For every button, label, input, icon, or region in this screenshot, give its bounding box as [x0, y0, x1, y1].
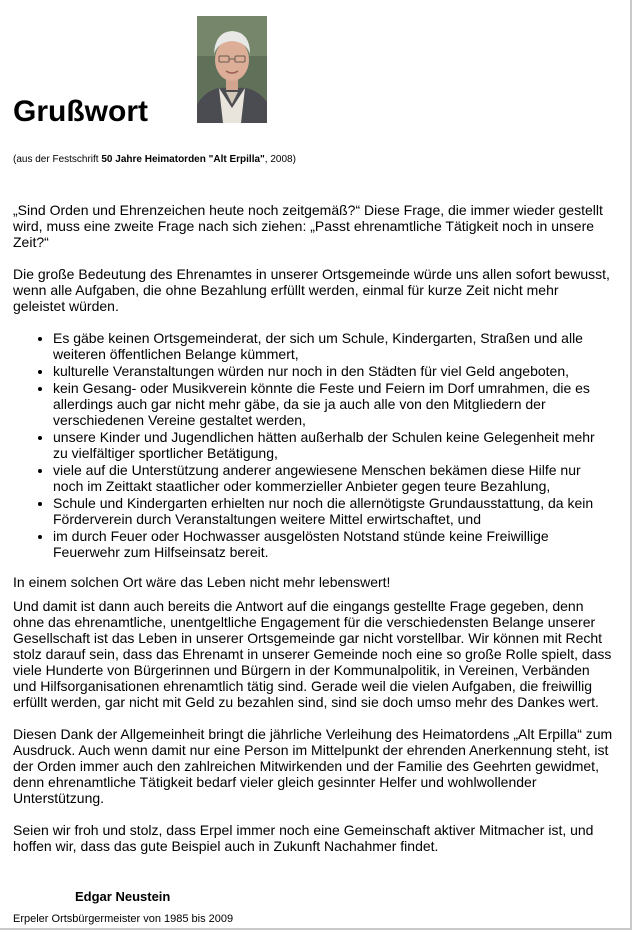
closing-paragraph: Seien wir froh und stolz, dass Erpel immer noch eine Gemeinschaft aktiver Mitmacher ist, und hoffen wir, dass das gute Beispiel auch in Zukunft Nachahmer findet.: [13, 822, 594, 854]
importance-paragraph: Die große Bedeutung des Ehrenamtes in unserer Ortsgemeinde würde uns allen sofort bewusst, wenn alle Aufgaben, die ohne Bezahlung erfüllt werden, einmal für kurze Zeit nicht mehr geleistet würden.: [13, 266, 610, 314]
portrait-drawing: [197, 16, 267, 123]
thanks-paragraph: Diesen Dank der Allgemeinheit bringt die jährliche Verleihung des Heimatordens „Alt Erpilla“ zum Ausdruck. Auch wenn damit nur eine Person im Mittelpunkt der ehrenden Anerkennung steht, ist der Orden immer auch den zahlreichen Mitwirkenden und der Familie des Geehrten gewidmet, denn ehrenamtliche Tätigkeit bedarf vieler gleich gesinnter Helfer und wohlwollender Unterstützung.: [13, 726, 613, 806]
source-note: [13, 153, 296, 167]
list-item: • unsere Kinder und Jugendlichen hätten außerhalb der Schulen keine Gelegenheit mehr zu vielfältiger sportlicher Betätigung,: [53, 429, 613, 461]
source-suffix: , 2008): [264, 154, 296, 165]
list-item: • kulturelle Veranstaltungen würden nur noch in den Städten für viel Geld angeboten,: [53, 363, 613, 379]
consequences-list: [13, 330, 613, 560]
list-item: • viele auf die Unterstützung anderer angewiesene Menschen bekämen diese Hilfe nur noch im Zeittakt staatlicher oder kommerzieller Anbieter gegen teure Bezahlung,: [53, 462, 613, 494]
list-item: • kein Gesang- oder Musikverein könnte die Feste und Feiern im Dorf umrahmen, die es allerdings auch gar nicht mehr gäbe, da sie ja auch alle von den Mitgliedern der verschiedenen Vereine gestaltet werden,: [53, 380, 613, 428]
author-role: Erpeler Ortsbürgermeister von 1985 bis 2009: [13, 913, 234, 925]
conclusion-sentence: In einem solchen Ort wäre das Leben nicht mehr lebenswert!: [13, 574, 391, 590]
article-body: [13, 202, 613, 870]
list-item: • Es gäbe keinen Ortsgemeinderat, der sich um Schule, Kindergarten, Straßen und alle weiteren öffentlichen Belange kümmert,: [53, 330, 613, 362]
list-item: • im durch Feuer oder Hochwasser ausgelösten Notstand stünde keine Freiwillige Feuerwehr zum Hilfseinsatz bereit.: [53, 528, 613, 560]
answer-paragraph: Und damit ist dann auch bereits die Antwort auf die eingangs gestellte Frage gegeben, denn ohne das ehrenamtliche, unentgeltliche Engagement für die verschiedensten Belange unserer Gesellschaft ist das Leben in unserer Ortsgemeinde gar nicht vorstellbar. Wir können mit Recht stolz darauf sein, dass das Ehrenamt in unserer Gemeinde noch eine so große Rolle spielt, dass viele Hunderte von Bürgerinnen und Bürgern in der Kommunalpolitik, in Vereinen, Verbänden und Hilfsorganisationen ehrenamtlich tätig sind. Gerade weil die vielen Aufgaben, die freiwillig erfüllt werden, gar nicht mit Geld zu bezahlen sind, sind sie doch umso mehr des Dankes wert.: [13, 598, 612, 710]
author-portrait: [197, 16, 267, 123]
author-name: Edgar Neustein: [75, 889, 171, 904]
source-prefix: (aus der Festschrift: [13, 154, 102, 165]
list-item: • Schule und Kindergarten erhielten nur noch die allernötigste Grundausstattung, da kein Förderverein durch Veranstaltungen weitere Mittel erwirtschaftet, und: [53, 495, 613, 527]
page-title: Grußwort: [13, 95, 148, 128]
intro-paragraph: „Sind Orden und Ehrenzeichen heute noch zeitgemäß?“ Diese Frage, die immer wieder gestellt wird, muss eine zweite Frage nach sich ziehen: „Passt ehrenamtliche Tätigkeit noch in unsere Zeit?“: [13, 202, 603, 250]
source-festschrift: 50 Jahre Heimatorden "Alt Erpilla": [101, 154, 265, 165]
